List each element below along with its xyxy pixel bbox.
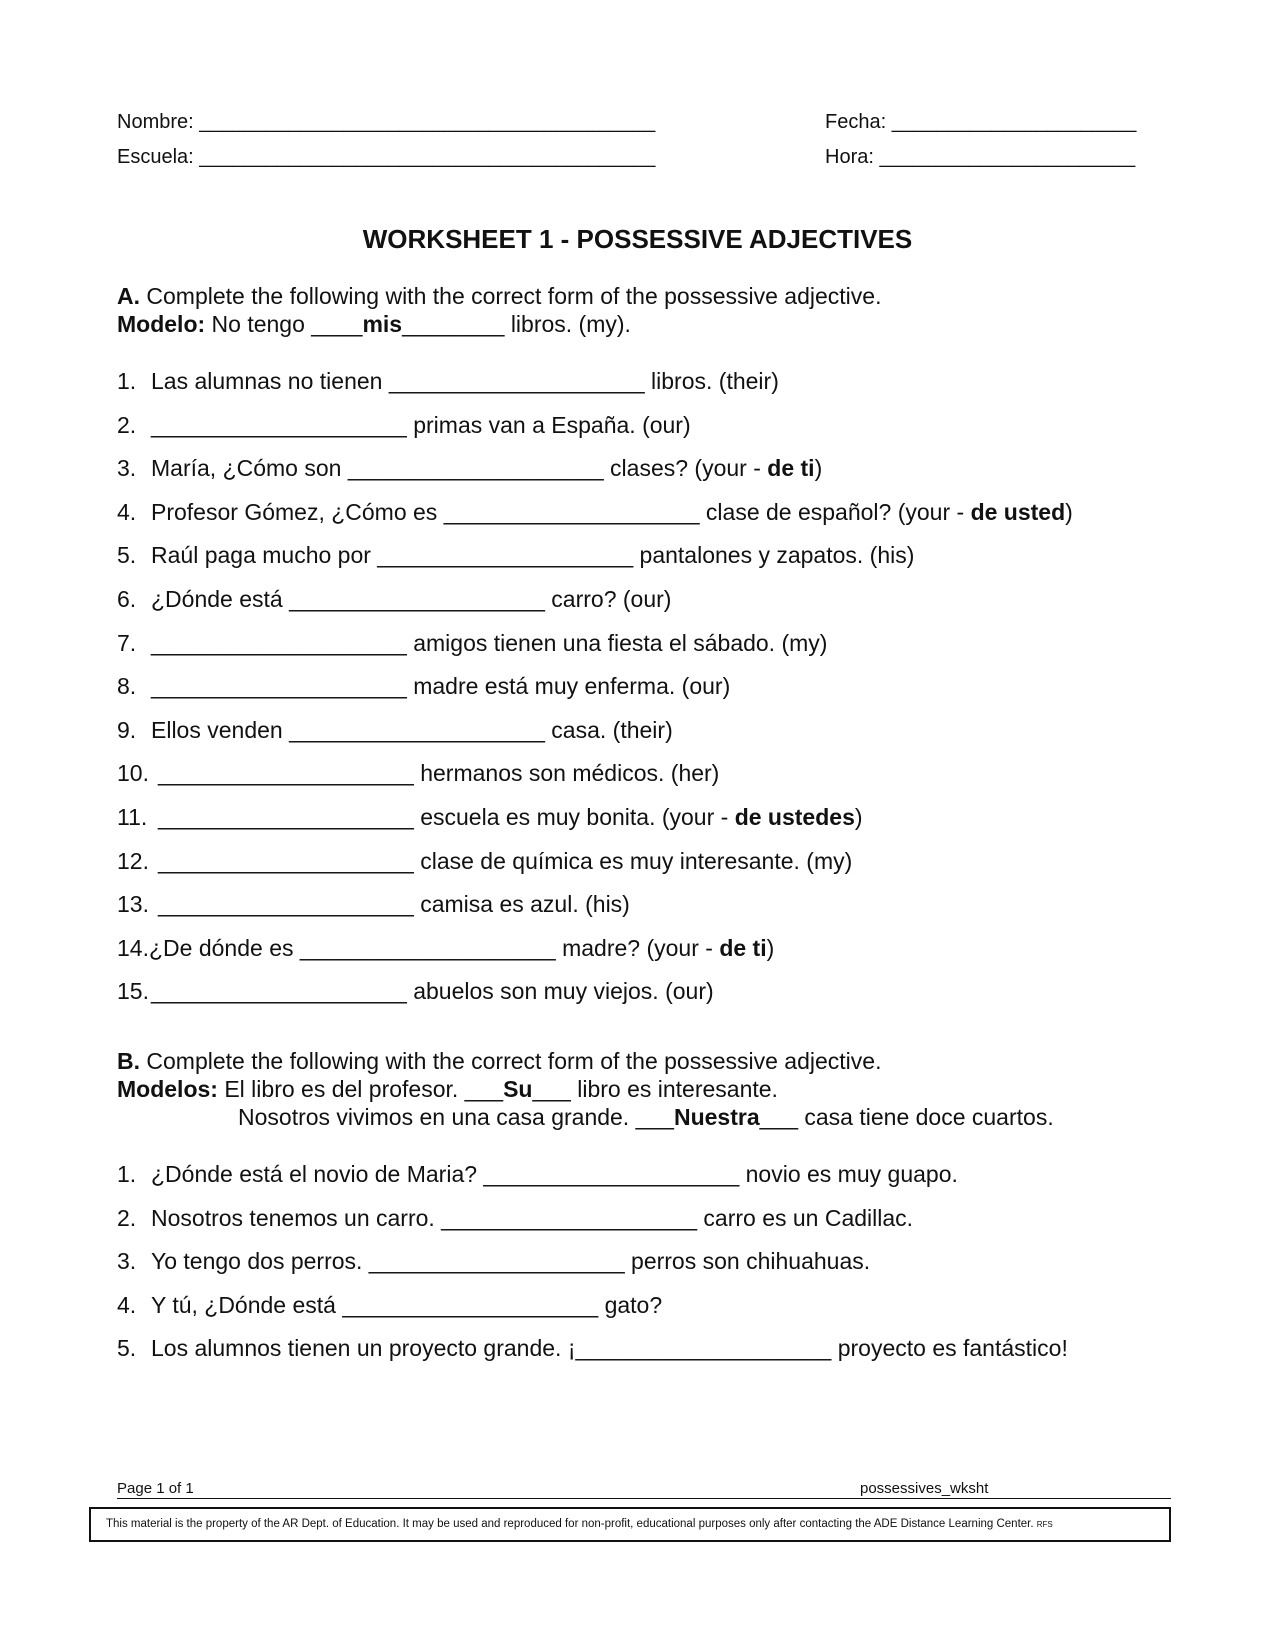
modelo2-post: ___ casa tiene doce cuartos. <box>759 1104 1054 1130</box>
section-b-instruction <box>117 1048 881 1075</box>
item-number: 10. <box>117 760 149 787</box>
item-hint-close: ) <box>854 804 863 830</box>
notice-rfs: RFS <box>1036 1520 1053 1529</box>
item-number: 8. <box>117 673 137 700</box>
modelo-label: Modelo: <box>117 311 206 337</box>
item-number: 14. <box>117 934 149 961</box>
item-sentence: ¿De dónde es ____________________ madre? (your - <box>149 934 720 961</box>
modelo-answer: mis <box>362 311 403 337</box>
section-b-modelo-1 <box>117 1076 778 1103</box>
item-hint-close: ) <box>1065 498 1073 525</box>
item-text <box>151 542 914 569</box>
school-field[interactable]: Escuela: _________________________________________ <box>117 146 656 168</box>
section-a-instruction-text: Complete the following with the correct form of the possessive adjective. <box>140 283 882 309</box>
exercise-item[interactable] <box>117 804 863 831</box>
exercise-item[interactable] <box>117 629 828 657</box>
item-number: 2. <box>117 411 137 438</box>
exercise-item[interactable] <box>117 1204 914 1232</box>
item-text <box>151 630 827 657</box>
item-sentence: Los alumnos tienen un proyecto grande. ¡____________________ proyecto es fantástico! <box>151 1335 1068 1361</box>
modelo1-answer: Su <box>503 1076 533 1102</box>
exercise-item[interactable] <box>117 891 630 918</box>
exercise-item[interactable] <box>117 1161 958 1188</box>
item-number: 12. <box>117 847 149 874</box>
exercise-item[interactable] <box>117 716 673 744</box>
item-number: 2. <box>117 1204 137 1231</box>
exercise-item[interactable] <box>117 760 720 787</box>
section-a-modelo <box>117 311 631 338</box>
modelo2-pre: Nosotros vivimos en una casa grande. ___ <box>238 1104 674 1130</box>
exercise-item[interactable] <box>117 934 775 962</box>
item-sentence: Ellos venden ____________________ casa. (their) <box>151 716 673 743</box>
exercise-item[interactable] <box>117 542 915 569</box>
exercise-item[interactable] <box>117 1248 871 1275</box>
item-number: 3. <box>117 1248 137 1274</box>
item-sentence: Nosotros tenemos un carro. ____________________ carro es un Cadillac. <box>151 1204 914 1231</box>
exercise-item[interactable] <box>117 455 823 482</box>
item-sentence: Y tú, ¿Dónde está ____________________ gato? <box>151 1291 663 1318</box>
item-number: 1. <box>117 368 137 394</box>
modelo-post: ________ libros. (my). <box>402 311 631 337</box>
item-number: 1. <box>117 1161 137 1187</box>
item-hint-close: ) <box>766 934 775 961</box>
item-sentence: ____________________ abuelos son muy viejos. (our) <box>151 978 714 1005</box>
section-b-modelo-2 <box>238 1104 1054 1131</box>
item-hint-bold: de ti <box>767 455 815 482</box>
item-number: 6. <box>117 586 137 612</box>
section-a-instruction <box>117 283 881 310</box>
item-sentence: ¿Dónde está ____________________ carro? (our) <box>151 586 672 612</box>
item-sentence: ____________________ escuela es muy bonita. (your - <box>158 804 735 830</box>
modelos-label: Modelos: <box>117 1076 218 1102</box>
item-text <box>151 412 691 439</box>
item-hint-bold: de ustedes <box>734 804 855 830</box>
item-number: 5. <box>117 542 137 569</box>
page-number: Page 1 of 1 <box>117 1480 194 1497</box>
item-hint-bold: de ti <box>719 934 767 961</box>
exercise-item[interactable] <box>117 673 731 700</box>
page-title: WORKSHEET 1 - POSSESSIVE ADJECTIVES <box>362 224 913 254</box>
modelo1-pre: El libro es del profesor. ___ <box>217 1076 504 1102</box>
item-text <box>149 935 774 962</box>
item-number: 13. <box>117 891 149 918</box>
section-a-letter: A. <box>117 283 140 309</box>
exercise-item[interactable] <box>117 498 1073 526</box>
exercise-item[interactable] <box>117 411 691 439</box>
name-field[interactable]: Nombre: _________________________________________ <box>117 111 656 133</box>
item-hint-bold: de usted <box>970 498 1066 525</box>
section-b-instruction-text: Complete the following with the correct form of the possessive adjective. <box>140 1048 882 1074</box>
item-number: 9. <box>117 716 137 743</box>
exercise-item[interactable] <box>117 847 853 875</box>
item-text <box>158 760 719 787</box>
item-text <box>158 891 630 918</box>
footer-divider <box>117 1498 1171 1499</box>
item-number: 15. <box>117 978 149 1005</box>
item-text <box>151 978 714 1005</box>
notice-text: This material is the property of the AR Dept. of Education. It may be used and reproduced for non-profit, educational purposes only after contacting the ADE Distance Learning Center. <box>106 1518 1037 1530</box>
item-text <box>151 368 779 395</box>
item-sentence: Yo tengo dos perros. ____________________ perros son chihuahuas. <box>151 1248 871 1274</box>
item-text <box>151 499 1073 526</box>
item-number: 11. <box>117 804 148 830</box>
item-sentence: ¿Dónde está el novio de Maria? ____________________ novio es muy guapo. <box>151 1161 958 1187</box>
item-sentence: ____________________ primas van a España. (our) <box>151 411 691 438</box>
date-field[interactable]: Fecha: ______________________ <box>825 111 1137 133</box>
item-text <box>158 848 852 875</box>
section-b-letter: B. <box>117 1048 140 1074</box>
item-number: 3. <box>117 455 137 482</box>
modelo2-answer: Nuestra <box>673 1104 760 1130</box>
item-number: 4. <box>117 1291 137 1318</box>
item-text <box>158 804 863 831</box>
item-sentence: ____________________ clase de química es muy interesante. (my) <box>158 847 853 874</box>
exercise-item[interactable] <box>117 1335 1068 1362</box>
item-sentence: ____________________ hermanos son médicos. (her) <box>158 760 720 787</box>
item-sentence: ____________________ camisa es azul. (his) <box>158 891 630 918</box>
item-sentence: María, ¿Cómo son ____________________ clases? (your - <box>151 455 768 482</box>
item-sentence: Las alumnas no tienen ____________________ libros. (their) <box>151 368 779 394</box>
exercise-item[interactable] <box>117 368 779 395</box>
modelo-pre: No tengo ____ <box>205 311 363 337</box>
item-sentence: ____________________ madre está muy enferma. (our) <box>151 673 731 700</box>
exercise-item[interactable] <box>117 586 672 613</box>
item-text <box>151 717 673 744</box>
item-sentence: Profesor Gómez, ¿Cómo es ____________________ clase de español? (your - <box>151 498 971 525</box>
item-text <box>151 586 671 613</box>
copyright-notice <box>89 1507 1171 1542</box>
hour-field[interactable]: Hora: _______________________ <box>825 146 1136 168</box>
item-number: 7. <box>117 629 137 656</box>
item-text <box>151 673 730 700</box>
item-hint-close: ) <box>814 455 823 482</box>
item-sentence: Raúl paga mucho por ____________________ pantalones y zapatos. (his) <box>151 542 915 569</box>
file-name: possessives_wksht <box>860 1480 989 1497</box>
item-text <box>151 455 822 482</box>
item-number: 4. <box>117 498 137 525</box>
item-sentence: ____________________ amigos tienen una fiesta el sábado. (my) <box>151 629 828 656</box>
item-number: 5. <box>117 1335 137 1361</box>
modelo1-post: ___ libro es interesante. <box>532 1076 778 1102</box>
exercise-item[interactable] <box>117 1291 663 1319</box>
exercise-item[interactable] <box>117 978 714 1005</box>
